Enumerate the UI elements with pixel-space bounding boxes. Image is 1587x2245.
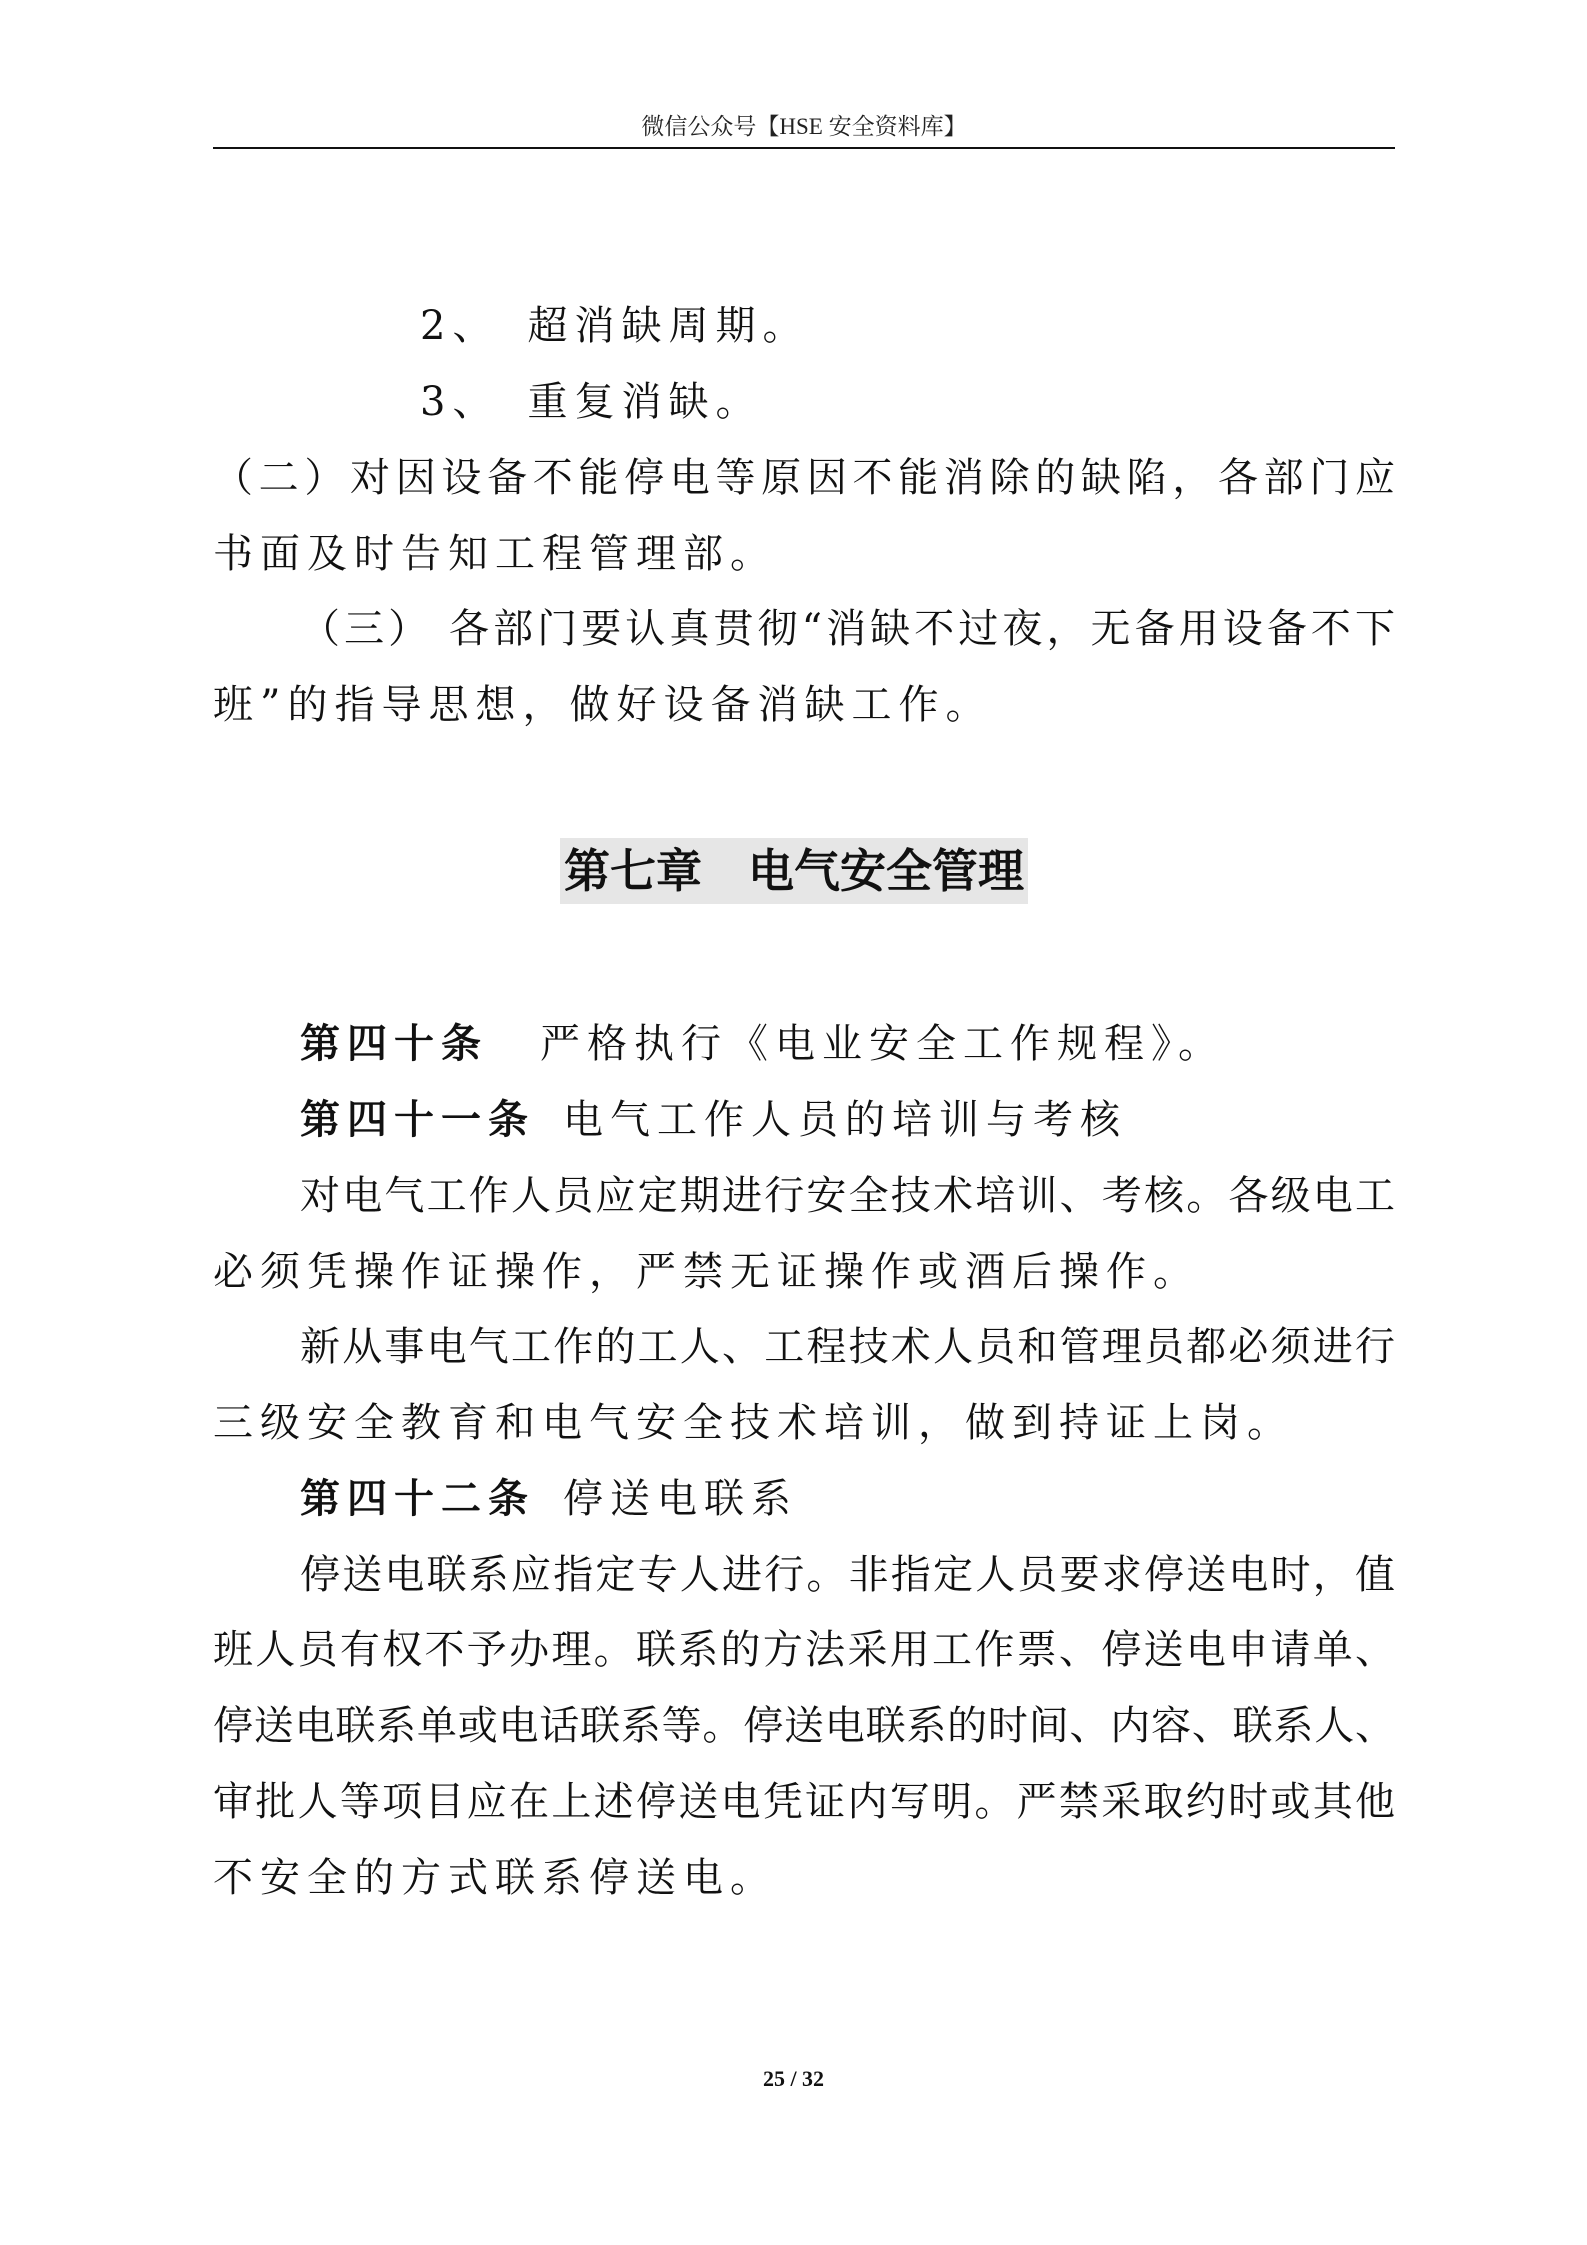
- article-41-para-2-line-2: 三级安全教育和电气安全技术培训，做到持证上岗。: [213, 1400, 1294, 1446]
- list-item-2: [420, 298, 809, 354]
- page-number: 25 / 32: [762, 2066, 825, 2091]
- article-42: [300, 1471, 798, 1527]
- article-40-label: 第四十条: [300, 1020, 488, 1067]
- paragraph-3-line-2: 班”的指导思想，做好设备消缺工作。: [213, 682, 993, 728]
- article-42-label: 第四十二条: [300, 1475, 535, 1522]
- list-item-3-text: 重复消缺。: [527, 379, 763, 425]
- chapter-title: 第七章 电气安全管理: [560, 838, 1028, 904]
- article-41-para-1-line-1: 对电气工作人员应定期进行安全技术培训、考核。各级电工: [300, 1173, 1395, 1219]
- page-header: 微信公众号【HSE 安全资料库】: [641, 114, 967, 139]
- article-42-para-line-2: 班人员有权不予办理。联系的方法采用工作票、停送电申请单、: [213, 1627, 1395, 1673]
- article-41: [300, 1092, 1127, 1148]
- article-42-para-line-1: 停送电联系应指定专人进行。非指定人员要求停送电时，值: [300, 1552, 1395, 1598]
- paragraph-2-line-2: 书面及时告知工程管理部。: [213, 531, 777, 577]
- article-42-para-line-5: 不安全的方式联系停送电。: [213, 1855, 777, 1901]
- article-40-text: 严格执行《电业安全工作规程》。: [540, 1021, 1225, 1067]
- article-41-para-1-line-2: 必须凭操作证操作，严禁无证操作或酒后操作。: [213, 1249, 1200, 1295]
- header-divider: [213, 147, 1395, 149]
- paragraph-2-line-1: （二）对因设备不能停电等原因不能消除的缺陷，各部门应: [213, 455, 1395, 501]
- list-item-3-number: 3、: [420, 379, 500, 425]
- article-41-para-2-line-1: 新从事电气工作的工人、工程技术人员和管理员都必须进行: [300, 1324, 1395, 1370]
- paragraph-3-line-1: （三） 各部门要认真贯彻“消缺不过夜，无备用设备不下: [300, 606, 1395, 652]
- article-41-label: 第四十一条: [300, 1096, 535, 1143]
- article-42-para-line-4: 审批人等项目应在上述停送电凭证内写明。严禁采取约时或其他: [213, 1779, 1395, 1825]
- article-40: [300, 1016, 1225, 1072]
- article-41-text: 电气工作人员的培训与考核: [563, 1097, 1127, 1143]
- list-item-2-text: 超消缺周期。: [527, 303, 810, 349]
- article-42-text: 停送电联系: [563, 1476, 798, 1522]
- article-42-para-line-3: 停送电联系单或电话联系等。停送电联系的时间、内容、联系人、: [213, 1703, 1395, 1749]
- list-item-2-number: 2、: [420, 303, 500, 349]
- list-item-3: [420, 374, 762, 430]
